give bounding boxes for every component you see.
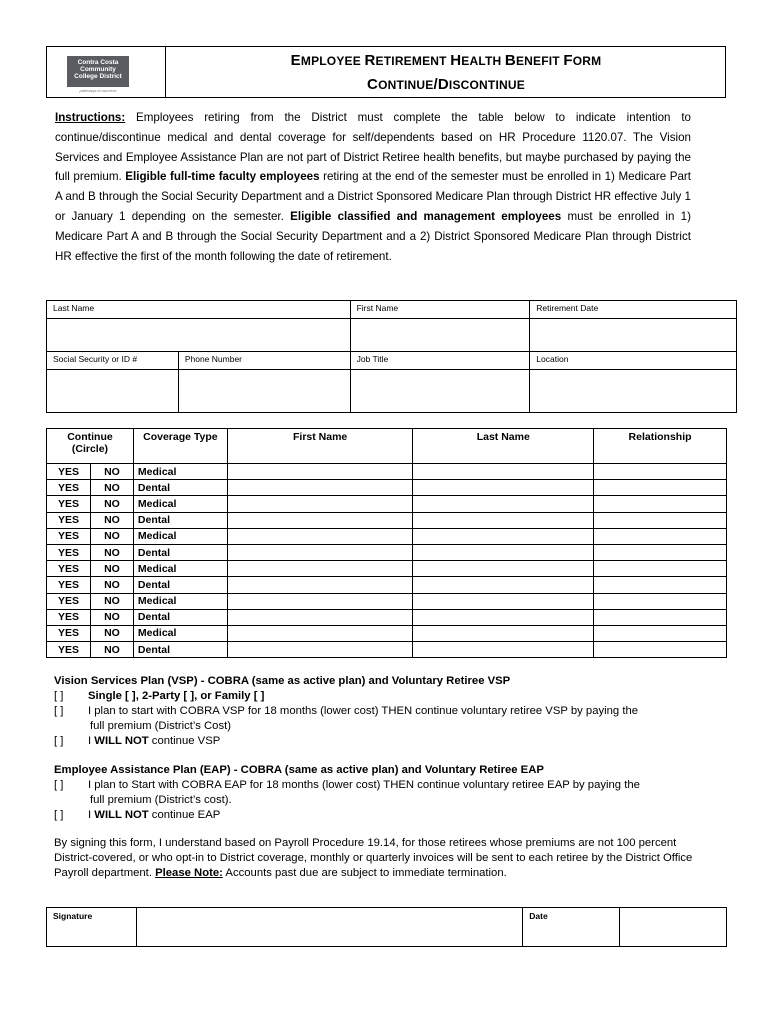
yes-option[interactable]: YES <box>47 512 91 528</box>
relationship-field[interactable] <box>594 561 727 577</box>
yes-option[interactable]: YES <box>47 577 91 593</box>
coverage-type: Dental <box>133 642 227 658</box>
dependent-last-name-field[interactable] <box>413 464 594 480</box>
retirement-date-label: Retirement Date <box>530 301 737 319</box>
relationship-field[interactable] <box>594 496 727 512</box>
eap-decline-checkbox[interactable]: [ ] <box>54 809 64 821</box>
no-option[interactable]: NO <box>90 528 133 544</box>
coverage-type: Dental <box>133 480 227 496</box>
coverage-type: Medical <box>133 561 227 577</box>
relationship-field[interactable] <box>594 577 727 593</box>
dependent-first-name-field[interactable] <box>227 544 413 560</box>
coverage-type: Dental <box>133 512 227 528</box>
no-option[interactable]: NO <box>90 480 133 496</box>
job-title-label: Job Title <box>350 352 530 370</box>
dependent-first-name-field[interactable] <box>227 528 413 544</box>
vsp-decline-checkbox[interactable]: [ ] <box>54 735 64 747</box>
yes-option[interactable]: YES <box>47 609 91 625</box>
dependent-first-name-field[interactable] <box>227 609 413 625</box>
logo-line: Community <box>80 66 116 73</box>
yes-option[interactable]: YES <box>47 625 91 641</box>
coverage-type: Medical <box>133 464 227 480</box>
yes-option[interactable]: YES <box>47 642 91 658</box>
dependent-first-name-field[interactable] <box>227 464 413 480</box>
vsp-option-cobra[interactable]: [ ] I plan to start with COBRA VSP for 18 months (lower cost) THEN continue voluntary retiree VSP by paying the <box>54 705 639 717</box>
yes-option[interactable]: YES <box>47 464 91 480</box>
location-field[interactable] <box>530 370 737 413</box>
coverage-row <box>47 528 727 544</box>
coverage-type: Medical <box>133 496 227 512</box>
coverage-type: Medical <box>133 528 227 544</box>
coverage-row <box>47 577 727 593</box>
yes-option[interactable]: YES <box>47 593 91 609</box>
ssn-label: Social Security or ID # <box>47 352 179 370</box>
relationship-field[interactable] <box>594 528 727 544</box>
last-name-label: Last Name <box>47 301 351 319</box>
form-title-line2: CONTINUE/DISCONTINUE <box>367 76 525 93</box>
eap-heading: Employee Assistance Plan (EAP) - COBRA (same as active plan) and Voluntary Retiree EAP <box>54 764 544 776</box>
date-label: Date <box>523 908 620 947</box>
coverage-row <box>47 480 727 496</box>
no-option[interactable]: NO <box>90 561 133 577</box>
first-name-header: First Name <box>227 429 413 464</box>
signature-table <box>46 907 727 947</box>
logo-tagline: pathways to success <box>79 88 117 93</box>
relationship-field[interactable] <box>594 480 727 496</box>
yes-option[interactable]: YES <box>47 480 91 496</box>
dependent-last-name-field[interactable] <box>413 625 594 641</box>
first-name-label: First Name <box>350 301 530 319</box>
logo-line: Contra Costa <box>77 59 119 66</box>
yes-option[interactable]: YES <box>47 544 91 560</box>
vsp-heading: Vision Services Plan (VSP) - COBRA (same as active plan) and Voluntary Retiree VSP <box>54 675 511 687</box>
coverage-type: Dental <box>133 609 227 625</box>
dependent-last-name-field[interactable] <box>413 609 594 625</box>
no-option[interactable]: NO <box>90 625 133 641</box>
phone-field[interactable] <box>178 370 350 413</box>
no-option[interactable]: NO <box>90 544 133 560</box>
relationship-field[interactable] <box>594 593 727 609</box>
dependent-last-name-field[interactable] <box>413 512 594 528</box>
dependent-first-name-field[interactable] <box>227 561 413 577</box>
relationship-field[interactable] <box>594 609 727 625</box>
eap-decline-text: I WILL NOT continue EAP <box>88 809 221 821</box>
ssn-field[interactable] <box>47 370 179 413</box>
vsp-section <box>54 674 714 749</box>
first-name-field[interactable] <box>350 319 530 352</box>
form-header <box>46 46 726 98</box>
coverage-row <box>47 561 727 577</box>
yes-option[interactable]: YES <box>47 528 91 544</box>
date-field[interactable] <box>620 908 727 947</box>
dependent-first-name-field[interactable] <box>227 642 413 658</box>
coverage-type: Medical <box>133 593 227 609</box>
no-option[interactable]: NO <box>90 593 133 609</box>
logo-line: College District <box>74 73 122 80</box>
eap-section <box>54 763 714 823</box>
dependent-last-name-field[interactable] <box>413 480 594 496</box>
last-name-field[interactable] <box>47 319 351 352</box>
dependent-first-name-field[interactable] <box>227 593 413 609</box>
relationship-field[interactable] <box>594 625 727 641</box>
dependent-last-name-field[interactable] <box>413 593 594 609</box>
relationship-field[interactable] <box>594 544 727 560</box>
vsp-cobra-line2: full premium (District’s Cost) <box>90 720 232 732</box>
dependent-last-name-field[interactable] <box>413 544 594 560</box>
yes-option[interactable]: YES <box>47 561 91 577</box>
employee-info-table <box>46 300 737 413</box>
district-logo <box>67 56 129 87</box>
dependent-last-name-field[interactable] <box>413 496 594 512</box>
no-option[interactable]: NO <box>90 577 133 593</box>
eap-option-decline[interactable] <box>54 808 714 823</box>
coverage-type: Dental <box>133 577 227 593</box>
form-title-line1: EMPLOYEE RETIREMENT HEALTH BENEFIT FORM <box>290 52 602 69</box>
coverage-row <box>47 464 727 480</box>
dependent-last-name-field[interactable] <box>413 561 594 577</box>
coverage-rows <box>47 464 727 658</box>
continue-header: Continue (Circle) <box>47 429 134 464</box>
vsp-option-tier[interactable]: [ ] Single [ ], 2-Party [ ], or Family [ ] <box>54 690 265 702</box>
instructions-paragraph: Instructions: Employees retiring from the District must complete the table below to indicate intention to continue/discontinue medical and dental coverage for self/dependents based on HR Procedure 1120.07. The Vision Services and Employee Assistance Plan are not part of District Retiree health benefits, but maybe purchased by paying the full premium. Eligible full-time faculty employees retiring at the end of the semester must be enrolled in 1) Medicare Part A and B through the Social Security Department and a District Sponsored Medicare Plan through District HR effective July 1 or January 1 depending on the semester. Eligible classified and management employees must be enrolled in 1) Medicare Part A and B through the Social Security Department and a 2) District Sponsored Medicare Plan through District HR effective the first of the month following the date of retirement. <box>55 111 691 263</box>
retirement-date-field[interactable] <box>530 319 737 352</box>
dependent-first-name-field[interactable] <box>227 496 413 512</box>
relationship-header: Relationship <box>594 429 727 464</box>
dependent-last-name-field[interactable] <box>413 577 594 593</box>
no-option[interactable]: NO <box>90 609 133 625</box>
phone-label: Phone Number <box>178 352 350 370</box>
signature-label: Signature <box>47 908 137 947</box>
vsp-cobra-checkbox[interactable]: [ ] <box>54 705 64 717</box>
coverage-type: Dental <box>133 544 227 560</box>
vsp-option-decline[interactable] <box>54 734 714 749</box>
coverage-row <box>47 625 727 641</box>
coverage-row <box>47 512 727 528</box>
yes-option[interactable]: YES <box>47 496 91 512</box>
no-option[interactable]: NO <box>90 464 133 480</box>
last-name-header: Last Name <box>413 429 594 464</box>
signing-paragraph: By signing this form, I understand based on Payroll Procedure 19.14, for those retirees whose premiums are not 100 percent District-covered, or who opt-in to District coverage, monthly or quarterly invoices will be sent to each retiree by the District Office Payroll department. Please Note: Accounts past due are subject to immediate termination. <box>54 837 693 879</box>
dependent-last-name-field[interactable] <box>413 528 594 544</box>
dependent-last-name-field[interactable] <box>413 642 594 658</box>
dependent-first-name-field[interactable] <box>227 625 413 641</box>
dependent-first-name-field[interactable] <box>227 480 413 496</box>
coverage-row <box>47 593 727 609</box>
dependent-first-name-field[interactable] <box>227 512 413 528</box>
eap-option-cobra[interactable]: [ ] I plan to Start with COBRA EAP for 18 months (lower cost) THEN continue voluntary retiree EAP by paying the <box>54 779 640 791</box>
no-option[interactable]: NO <box>90 512 133 528</box>
instructions-label: Instructions: <box>55 111 126 124</box>
relationship-field[interactable] <box>594 464 727 480</box>
relationship-field[interactable] <box>594 642 727 658</box>
coverage-row <box>47 642 727 658</box>
coverage-type-header: Coverage Type <box>133 429 227 464</box>
coverage-type: Medical <box>133 625 227 641</box>
eap-cobra-checkbox[interactable]: [ ] <box>54 779 64 791</box>
job-title-field[interactable] <box>350 370 530 413</box>
signature-field[interactable] <box>136 908 522 947</box>
coverage-row <box>47 496 727 512</box>
vsp-decline-text: I WILL NOT continue VSP <box>88 735 221 747</box>
please-note-label: Please Note: <box>155 867 223 879</box>
location-label: Location <box>530 352 737 370</box>
coverage-row <box>47 544 727 560</box>
no-option[interactable]: NO <box>90 642 133 658</box>
coverage-table <box>46 428 727 658</box>
eap-cobra-line2: full premium (District’s cost). <box>90 794 232 806</box>
vsp-tier-checkbox[interactable]: [ ] <box>54 690 64 702</box>
relationship-field[interactable] <box>594 512 727 528</box>
coverage-row <box>47 609 727 625</box>
logo-cell <box>47 47 166 97</box>
dependent-first-name-field[interactable] <box>227 577 413 593</box>
no-option[interactable]: NO <box>90 496 133 512</box>
